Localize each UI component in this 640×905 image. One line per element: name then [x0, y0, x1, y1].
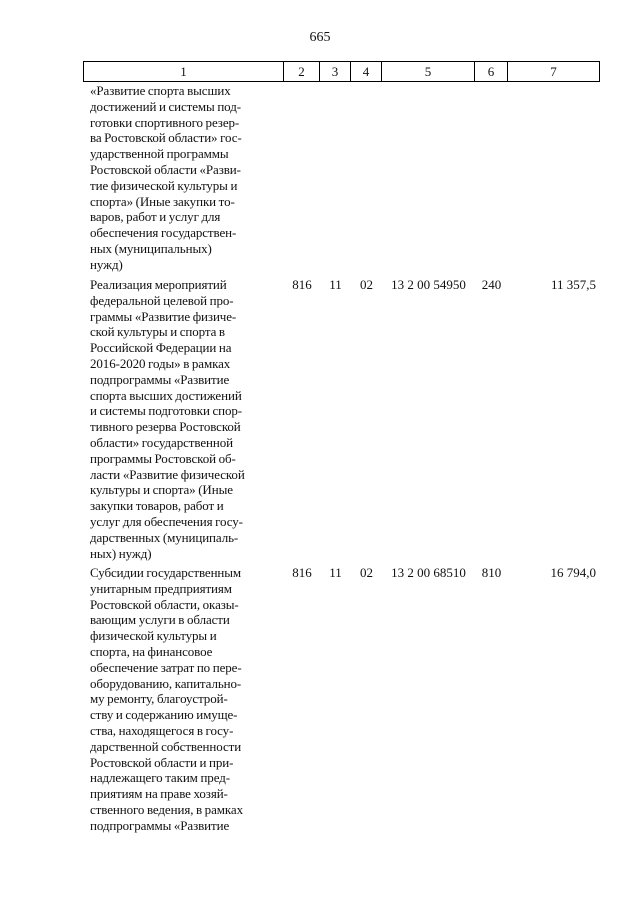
row-3-col-2: 816 — [292, 565, 312, 580]
text-line: Ростовской области, оказы- — [90, 596, 239, 612]
text-line: программы Ростовской об- — [90, 450, 236, 466]
text-line: спорта, на финансовое — [90, 643, 213, 659]
text-line: надлежащего таким пред- — [90, 770, 230, 786]
column-header-3: 3 — [320, 61, 351, 82]
text-line: спорта высших достижений — [90, 387, 242, 403]
text-line: физической культуры и — [90, 628, 217, 644]
text-line: спорта» (Иные закупки то- — [90, 193, 235, 209]
text-line: Ростовской области и при- — [90, 754, 234, 770]
row-2-col-6: 240 — [481, 277, 502, 292]
text-line: услуг для обеспечения госу- — [90, 513, 243, 529]
column-header-6: 6 — [475, 61, 508, 82]
text-line: тивного резерва Ростовской — [90, 419, 241, 435]
row-3-col-3: 11 — [329, 565, 342, 580]
row-2-col-7: 11 357,5 — [550, 277, 596, 292]
text-line: ственного ведения, в рамках — [90, 801, 243, 817]
row-3-col-6: 810 — [481, 565, 502, 580]
row-1-description — [90, 83, 278, 273]
text-line: Ростовской области «Разви- — [90, 161, 241, 177]
text-line: ства, находящегося в госу- — [90, 722, 234, 738]
text-line: Субсидии государственным — [90, 565, 242, 580]
text-line: подпрограммы «Развитие — [90, 371, 230, 387]
text-line: закупки товаров, работ и — [90, 498, 224, 514]
row-2-col-5: 13 2 00 54950 — [391, 277, 466, 292]
text-line: подпрограммы «Развитие — [90, 817, 230, 833]
text-line: граммы «Развитие физиче- — [90, 308, 237, 324]
column-header-4: 4 — [351, 61, 382, 82]
text-line: культуры и спорта» (Иные — [90, 482, 233, 498]
row-2-col-3: 11 — [329, 277, 342, 292]
row-2-col-4: 02 — [360, 277, 373, 292]
text-line: готовки спортивного резер- — [90, 114, 240, 130]
row-3-description — [90, 565, 278, 834]
text-line: федеральной целевой про- — [90, 292, 234, 308]
text-line: достижений и системы под- — [90, 98, 241, 114]
text-line: и системы подготовки спор- — [90, 403, 243, 419]
text-line: му ремонту, благоустрой- — [90, 691, 228, 707]
text-line: Российской Федерации на — [90, 340, 232, 356]
text-line: обеспечение затрат по пере- — [90, 659, 242, 675]
row-2-col-2: 816 — [292, 277, 312, 292]
column-header-5: 5 — [382, 61, 475, 82]
text-line: дарственной собственности — [90, 738, 242, 754]
column-header-2: 2 — [284, 61, 320, 82]
text-line: 2016-2020 годы» в рамках — [90, 355, 231, 371]
row-2-description — [90, 277, 278, 561]
text-line: обеспечения государствен- — [90, 225, 237, 241]
text-line: оборудованию, капитально- — [90, 675, 242, 691]
page-number: 665 — [309, 30, 331, 45]
text-line: унитарным предприятиям — [90, 580, 232, 596]
text-line: нужд) — [90, 256, 123, 272]
row-3-col-4: 02 — [360, 565, 373, 580]
text-line: приятиям на праве хозяй- — [90, 786, 228, 802]
text-line: ской культуры и спорта в — [90, 324, 225, 340]
row-3-col-5: 13 2 00 68510 — [391, 565, 466, 580]
text-line: «Развитие спорта высших — [90, 83, 231, 98]
text-line: области» государственной — [90, 434, 233, 450]
column-header-1: 1 — [83, 61, 284, 82]
text-line: тие физической культуры и — [90, 177, 238, 193]
text-line: Реализация мероприятий — [90, 277, 227, 292]
text-line: ударственной программы — [90, 146, 229, 162]
column-header-7: 7 — [508, 61, 600, 82]
text-line: вающим услуги в области — [90, 612, 230, 628]
text-line: ва Ростовской области» гос- — [90, 130, 242, 146]
text-line: ласти «Развитие физической — [90, 466, 245, 482]
row-3-col-7: 16 794,0 — [550, 565, 596, 580]
text-line: ных (муниципальных) — [90, 240, 212, 256]
text-line: дарственных (муниципаль- — [90, 529, 239, 545]
text-line: варов, работ и услуг для — [90, 209, 221, 225]
text-line: ству и содержанию имуще- — [90, 707, 238, 723]
text-line: ных) нужд) — [90, 545, 152, 561]
